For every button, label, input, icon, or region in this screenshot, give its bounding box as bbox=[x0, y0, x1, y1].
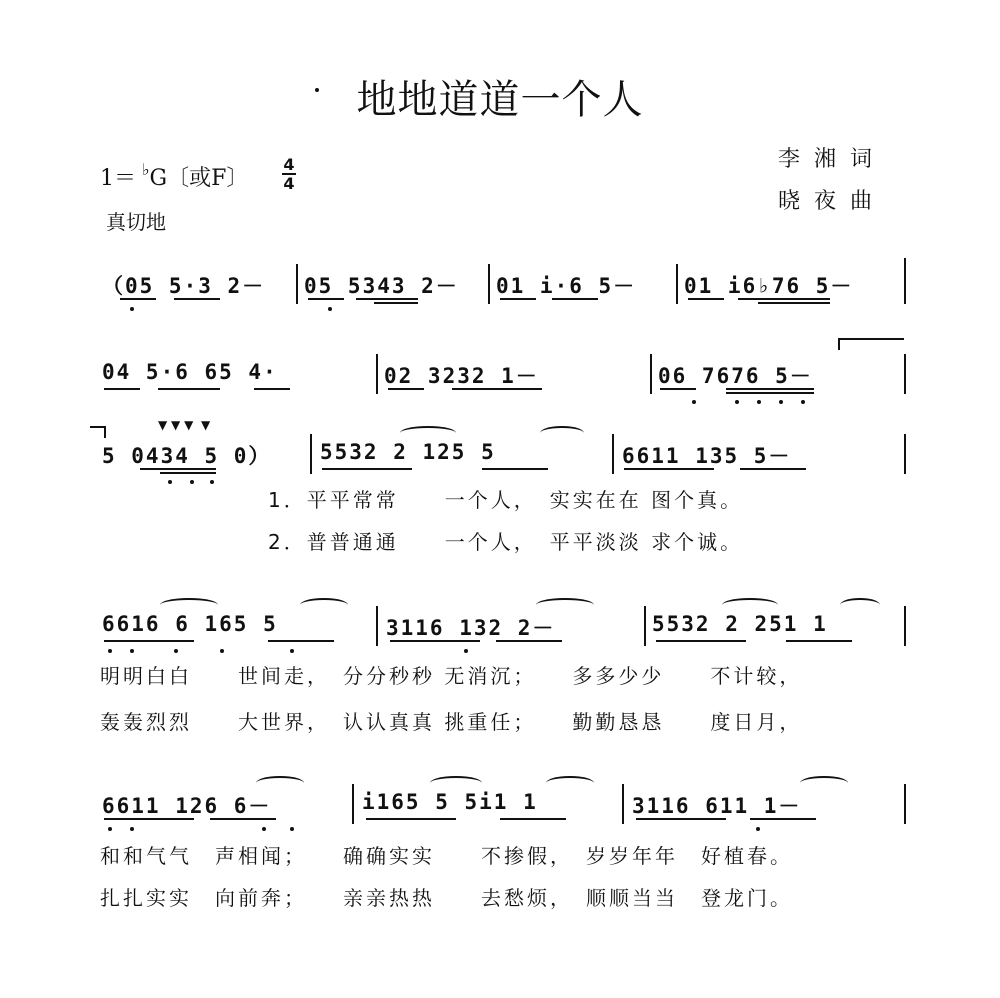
measure: 06 7676 5－ bbox=[658, 364, 813, 388]
barline bbox=[352, 784, 354, 824]
underline bbox=[552, 298, 598, 300]
accent-marks: ▼ ▼ ▼ ▼ bbox=[158, 418, 211, 432]
low-dot bbox=[735, 400, 739, 404]
measure: 6611 126 6－ bbox=[102, 794, 272, 818]
low-dot bbox=[130, 827, 134, 831]
lyrics-verse-1: 1．平平常常 一个人， 实实在在 图个真。 bbox=[268, 488, 744, 512]
measure: 01 i6♭76 5－ bbox=[684, 274, 854, 298]
low-dot bbox=[174, 649, 178, 653]
underline bbox=[366, 818, 456, 820]
measure: i165 5 5i1 1 bbox=[362, 790, 538, 814]
key-rest: G〔或F〕 bbox=[149, 166, 249, 191]
key-prefix: 1＝ bbox=[100, 166, 136, 191]
underline bbox=[390, 640, 480, 642]
low-dot bbox=[190, 480, 194, 484]
barline bbox=[376, 606, 378, 646]
low-dot bbox=[756, 827, 760, 831]
measure: 6611 135 5－ bbox=[622, 444, 792, 468]
slur bbox=[546, 776, 594, 790]
barline bbox=[612, 434, 614, 474]
underline bbox=[160, 472, 216, 474]
underline bbox=[174, 298, 220, 300]
underline bbox=[104, 388, 140, 390]
measure: 04 5·6 65 4· bbox=[102, 360, 278, 384]
measure: 6616 6 165 5 bbox=[102, 612, 278, 636]
key-signature bbox=[100, 160, 248, 192]
barline bbox=[904, 784, 906, 824]
underline bbox=[688, 298, 724, 300]
measure: 3116 132 2－ bbox=[386, 616, 556, 640]
underline bbox=[786, 640, 852, 642]
low-dot bbox=[757, 400, 761, 404]
low-dot bbox=[464, 649, 468, 653]
composer-credit: 晓夜曲 bbox=[778, 189, 887, 214]
slur bbox=[400, 426, 456, 440]
low-dot bbox=[130, 307, 134, 311]
underline bbox=[388, 388, 424, 390]
underline bbox=[308, 298, 344, 300]
measure: 3116 611 1－ bbox=[632, 794, 802, 818]
underline bbox=[254, 388, 290, 390]
time-signature bbox=[282, 156, 296, 192]
barline bbox=[904, 606, 906, 646]
slur bbox=[722, 598, 778, 612]
meter-top: 4 bbox=[283, 155, 295, 174]
low-dot bbox=[328, 307, 332, 311]
underline bbox=[120, 298, 156, 300]
underline bbox=[758, 302, 830, 304]
lyrics-verse-1: 和和气气 声相闻； 确确实实 不掺假， 岁岁年年 好植春。 bbox=[100, 844, 793, 868]
barline bbox=[904, 434, 906, 474]
volta-bracket bbox=[104, 426, 106, 438]
measure: 5532 2 251 1 bbox=[652, 612, 828, 636]
song-title: 地地道道一个人 bbox=[356, 77, 644, 123]
tempo-marking: 真切地 bbox=[106, 210, 166, 234]
underline bbox=[482, 468, 548, 470]
underline bbox=[500, 298, 536, 300]
low-dot bbox=[108, 827, 112, 831]
slur bbox=[800, 776, 848, 790]
barline bbox=[650, 354, 652, 394]
lyrics-verse-2: 扎扎实实 向前奔； 亲亲热热 去愁烦， 顺顺当当 登龙门。 bbox=[100, 886, 793, 910]
underline bbox=[624, 468, 714, 470]
underline bbox=[500, 818, 566, 820]
low-dot bbox=[692, 400, 696, 404]
barline bbox=[296, 264, 298, 304]
underline bbox=[750, 818, 816, 820]
underline bbox=[210, 818, 276, 820]
barline bbox=[376, 354, 378, 394]
lyrics-verse-1: 明明白白 世间走， 分分秒秒 无消沉； 多多少少 不计较， bbox=[100, 664, 803, 688]
volta-bracket bbox=[838, 338, 904, 340]
slur bbox=[300, 598, 348, 612]
underline bbox=[104, 818, 194, 820]
measure: 5 0434 5 0） bbox=[102, 444, 272, 468]
lyrics-verse-2: 2．普普通通 一个人， 平平淡淡 求个诚。 bbox=[268, 530, 744, 554]
underline bbox=[636, 818, 726, 820]
measure: 01 i·6 5－ bbox=[496, 274, 637, 298]
meter-bottom: 4 bbox=[283, 174, 295, 193]
slur bbox=[160, 598, 218, 612]
barline bbox=[644, 606, 646, 646]
underline bbox=[356, 298, 418, 300]
low-dot bbox=[168, 480, 172, 484]
low-dot bbox=[290, 649, 294, 653]
low-dot bbox=[801, 400, 805, 404]
low-dot bbox=[108, 649, 112, 653]
barline bbox=[904, 354, 906, 394]
underline bbox=[656, 640, 746, 642]
low-dot bbox=[210, 480, 214, 484]
slur bbox=[430, 776, 482, 790]
underline bbox=[374, 302, 418, 304]
low-dot bbox=[130, 649, 134, 653]
underline bbox=[268, 640, 334, 642]
underline bbox=[726, 392, 814, 394]
underline bbox=[726, 388, 814, 390]
slur bbox=[840, 598, 880, 612]
underline bbox=[660, 388, 696, 390]
barline bbox=[676, 264, 678, 304]
lyricist-credit: 李湘词 bbox=[778, 147, 887, 172]
volta-bracket bbox=[838, 338, 840, 350]
underline bbox=[496, 640, 562, 642]
low-dot bbox=[779, 400, 783, 404]
underline bbox=[140, 468, 216, 470]
low-dot bbox=[220, 649, 224, 653]
barline bbox=[310, 434, 312, 474]
underline bbox=[104, 640, 194, 642]
flat-sign: ♭ bbox=[142, 160, 150, 179]
barline bbox=[622, 784, 624, 824]
barline bbox=[488, 264, 490, 304]
underline bbox=[322, 468, 412, 470]
measure: （05 5·3 2－ bbox=[102, 274, 266, 298]
low-dot bbox=[262, 827, 266, 831]
low-dot bbox=[290, 827, 294, 831]
barline bbox=[904, 258, 906, 304]
measure: 5532 2 125 5 bbox=[320, 440, 496, 464]
underline bbox=[452, 388, 542, 390]
underline bbox=[740, 468, 806, 470]
slur bbox=[540, 426, 584, 440]
measure: 02 3232 1－ bbox=[384, 364, 539, 388]
measure: 05 5343 2－ bbox=[304, 274, 459, 298]
underline bbox=[158, 388, 220, 390]
slur bbox=[256, 776, 304, 790]
underline bbox=[738, 298, 830, 300]
slur bbox=[536, 598, 594, 612]
lyrics-verse-2: 轰轰烈烈 大世界， 认认真真 挑重任； 勤勤恳恳 度日月， bbox=[100, 710, 803, 734]
